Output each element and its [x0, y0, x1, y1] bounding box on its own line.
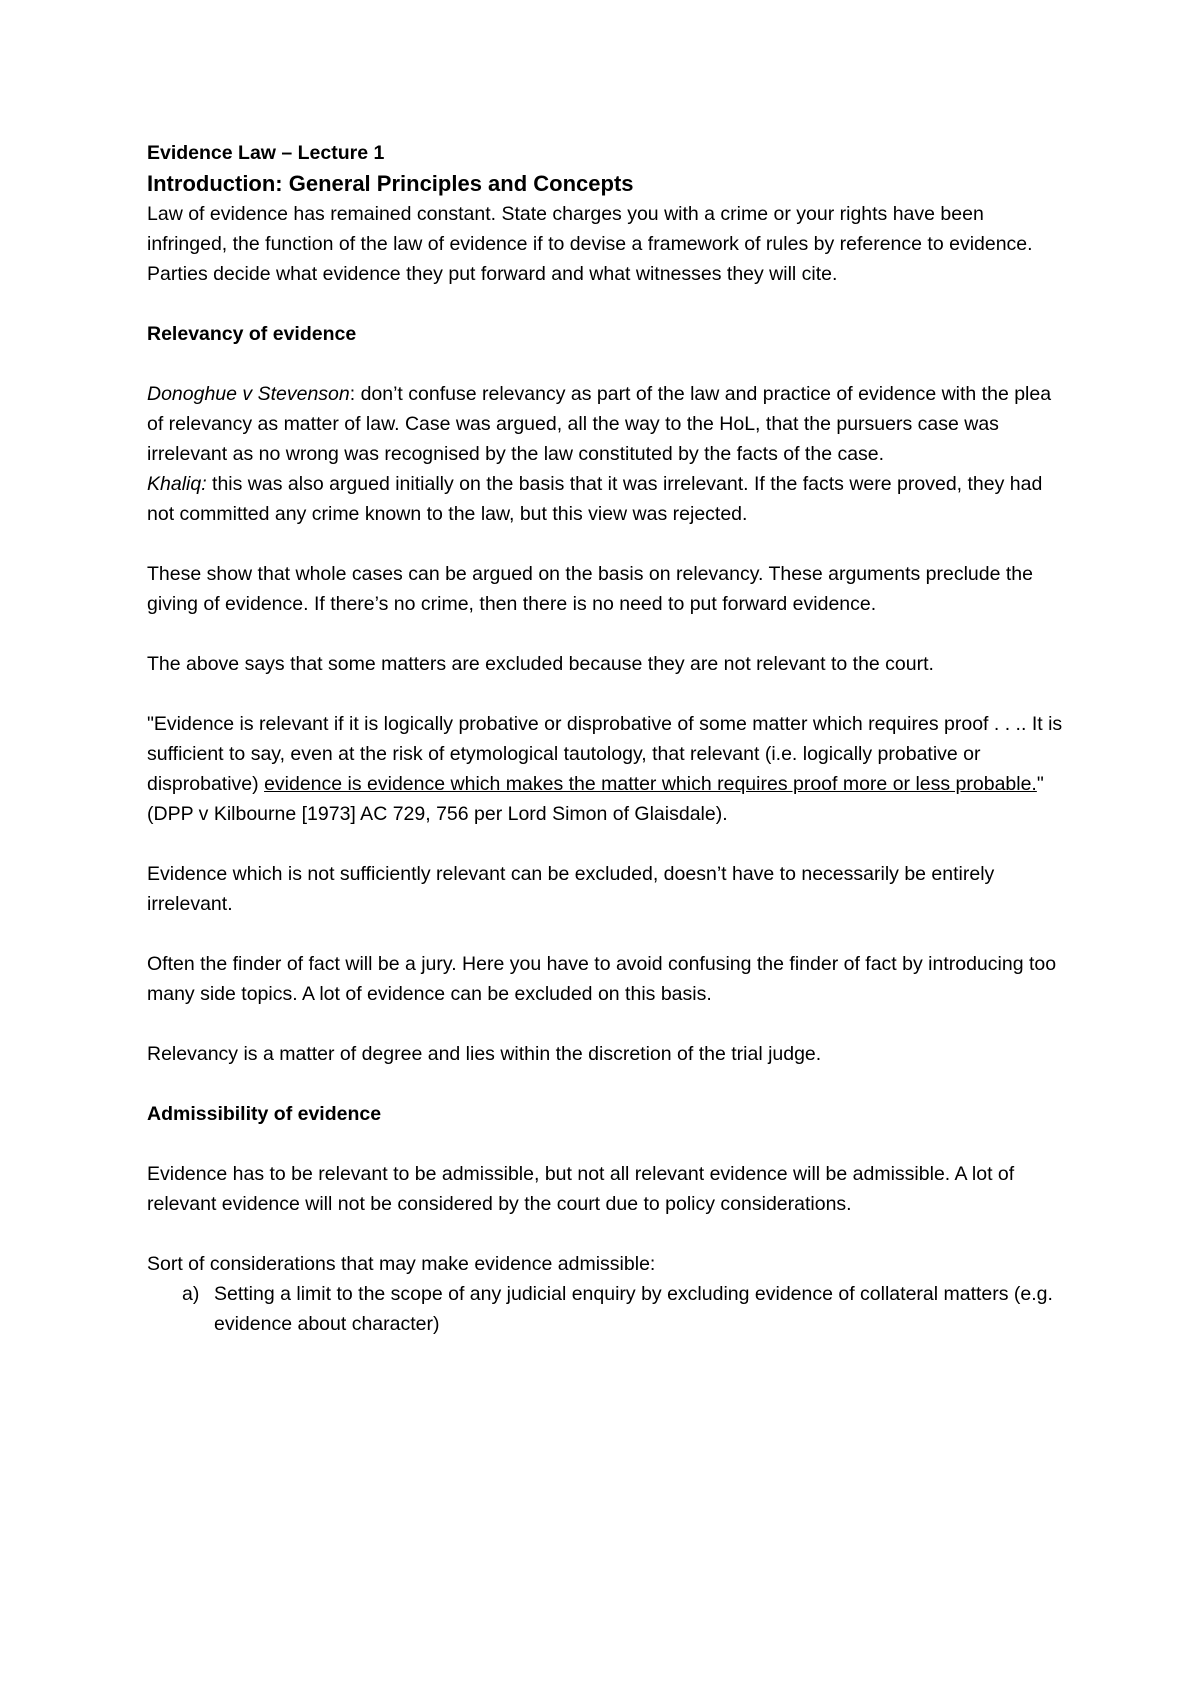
donoghue-text: : don’t confuse relevancy as part of the law and practice of evidence with the plea of relevancy as matter of law. Case was argued, all the way to the HoL, that the pursuers case was irrelevant as no wrong was recognised by the law constituted by the facts of the case.	[147, 383, 1052, 465]
quote-start: "Evidence is relevant if it is logically probative or disprobative of some matter which requires proof . . .. It is sufficient to say, even at the risk of etymological tautology, that relevant (i.e. logically probative or disprobative)	[147, 713, 1063, 795]
khaliq-case-name: Khaliq:	[147, 473, 207, 495]
cases-paragraph: These show that whole cases can be argued on the basis on relevancy. These arguments preclude the giving of evidence. If there’s no crime, then there is no need to put forward evidence.	[147, 563, 1033, 615]
sufficiently-relevant-paragraph: Evidence which is not sufficiently relevant can be excluded, doesn’t have to necessarily be entirely irrelevant.	[147, 863, 995, 915]
khaliq-paragraph	[147, 469, 1067, 529]
document-title: Evidence Law – Lecture 1	[147, 142, 385, 164]
document-page	[147, 138, 1067, 1339]
intro-paragraph: Law of evidence has remained constant. State charges you with a crime or your rights have been infringed, the function of the law of evidence if to devise a framework of rules by reference to evidence. Parties decide what evidence they put forward and what witnesses they will cite.	[147, 203, 1033, 285]
donoghue-case-name: Donoghue v Stevenson	[147, 383, 350, 405]
considerations-intro: Sort of considerations that may make evidence admissible:	[147, 1253, 656, 1275]
considerations-list	[147, 1279, 1067, 1339]
kilbourne-quote	[147, 709, 1067, 829]
relevancy-heading: Relevancy of evidence	[147, 323, 357, 345]
quote-end: " (DPP v Kilbourne [1973] AC 729, 756 per Lord Simon of Glaisdale).	[147, 773, 1044, 825]
degree-paragraph: Relevancy is a matter of degree and lies within the discretion of the trial judge.	[147, 1043, 822, 1065]
list-item-text: Setting a limit to the scope of any judicial enquiry by excluding evidence of collateral matters (e.g. evidence about character)	[214, 1283, 1053, 1335]
list-item	[147, 1279, 1067, 1339]
quote-underlined: evidence is evidence which makes the matter which requires proof more or less probable.	[264, 773, 1037, 795]
excluded-paragraph: The above says that some matters are excluded because they are not relevant to the court.	[147, 653, 934, 675]
section-heading: Introduction: General Principles and Concepts	[147, 171, 634, 196]
list-marker: a)	[182, 1283, 200, 1305]
jury-paragraph: Often the finder of fact will be a jury. Here you have to avoid confusing the finder of fact by introducing too many side topics. A lot of evidence can be excluded on this basis.	[147, 953, 1057, 1005]
khaliq-text: this was also argued initially on the basis that it was irrelevant. If the facts were proved, they had not committed any crime known to the law, but this view was rejected.	[147, 473, 1043, 525]
donoghue-paragraph	[147, 379, 1067, 469]
admissibility-heading: Admissibility of evidence	[147, 1103, 382, 1125]
admissibility-paragraph: Evidence has to be relevant to be admissible, but not all relevant evidence will be admissible. A lot of relevant evidence will not be considered by the court due to policy considerations.	[147, 1163, 1015, 1215]
